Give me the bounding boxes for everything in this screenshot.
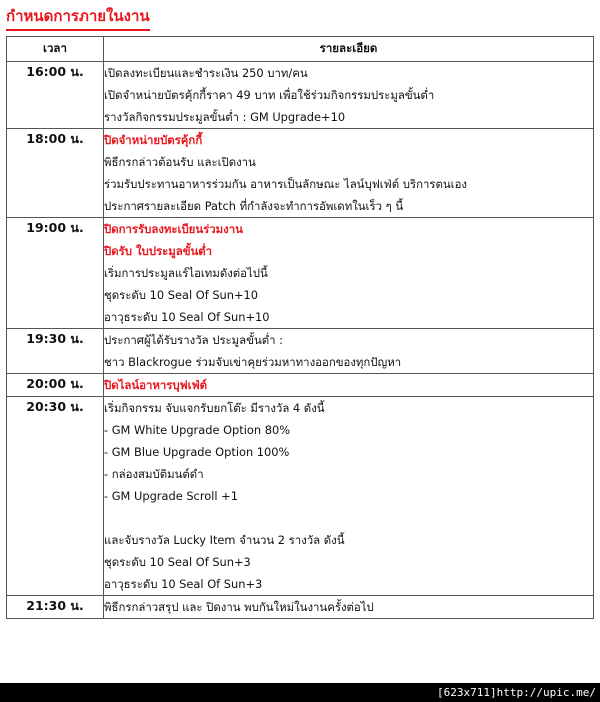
details-cell: [104, 397, 594, 596]
details-column-header: รายละเอียด: [104, 37, 594, 62]
table-row: [7, 596, 594, 619]
detail-line: และจับรางวัล Lucky Item จำนวน 2 รางวัล ดังนี้: [104, 533, 345, 547]
detail-line: ชาว Blackrogue ร่วมจับเข่าคุยร่วมหาทางออกของทุกปัญหา: [104, 355, 402, 369]
table-row: [7, 62, 594, 129]
table-row: [7, 129, 594, 218]
detail-line: - GM Blue Upgrade Option 100%: [104, 445, 290, 459]
details-cell: [104, 596, 594, 619]
time-cell: 18:00 น.: [7, 129, 104, 218]
detail-line: ประกาศผู้ได้รับรางวัล ประมูลขั้นต่ำ :: [104, 333, 283, 347]
table-row: [7, 218, 594, 329]
highlight-line: ปิดจำหน่ายบัตรคุ้กกี้: [104, 133, 203, 147]
schedule-body: [7, 62, 594, 619]
table-row: [7, 329, 594, 374]
time-cell: 21:30 น.: [7, 596, 104, 619]
time-cell: 19:00 น.: [7, 218, 104, 329]
detail-line: ร่วมรับประทานอาหารร่วมกัน อาหารเป็นลักษณะ ไลน์บุฟเฟ่ต์ บริการตนเอง: [104, 177, 467, 191]
detail-line: - กล่องสมบัติมนต์ดำ: [104, 467, 204, 481]
detail-line: รางวัลกิจกรรมประมูลขั้นต่ำ : GM Upgrade+10: [104, 110, 346, 124]
detail-line: เปิดจำหน่ายบัตรคุ้กกี้ราคา 49 บาท เพื่อใช้ร่วมกิจกรรมประมูลขั้นต่ำ: [104, 88, 435, 102]
detail-line: - GM White Upgrade Option 80%: [104, 423, 291, 437]
detail-line: - GM Upgrade Scroll +1: [104, 489, 238, 503]
detail-line: ชุดระดับ 10 Seal Of Sun+10: [104, 288, 259, 302]
detail-line: เริ่มกิจกรรม จับแจกรับยกโต๊ะ มีรางวัล 4 ดังนี้: [104, 401, 325, 415]
time-cell: 20:00 น.: [7, 374, 104, 397]
time-column-header: เวลา: [7, 37, 104, 62]
detail-line: [104, 507, 593, 529]
details-cell: [104, 62, 594, 129]
detail-line: ประกาศรายละเอียด Patch ที่กำลังจะทำการอัพเดทในเร็ว ๆ นี้: [104, 199, 404, 213]
table-header-row: [7, 37, 594, 62]
page-title: กำหนดการภายในงาน: [6, 4, 150, 31]
detail-line: ชุดระดับ 10 Seal Of Sun+3: [104, 555, 251, 569]
detail-line: อาวุธระดับ 10 Seal Of Sun+3: [104, 577, 263, 591]
detail-line: พิธีกรกล่าวสรุป และ ปิดงาน พบกันใหม่ในงานครั้งต่อไป: [104, 600, 374, 614]
details-cell: [104, 329, 594, 374]
watermark-text: [623x711]http://upic.me/: [437, 686, 596, 699]
highlight-line: ปิดไลน์อาหารบุฟเฟ่ต์: [104, 378, 208, 392]
schedule-table: [6, 36, 594, 619]
detail-line: พิธีกรกล่าวต้อนรับ และเปิดงาน: [104, 155, 256, 169]
detail-line: เริ่มการประมูลแร์ไอเทมดังต่อไปนี้: [104, 266, 268, 280]
table-row: [7, 374, 594, 397]
highlight-line: ปิดการรับลงทะเบียนร่วมงาน: [104, 222, 243, 236]
detail-line: อาวุธระดับ 10 Seal Of Sun+10: [104, 310, 270, 324]
time-cell: 20:30 น.: [7, 397, 104, 596]
time-cell: 19:30 น.: [7, 329, 104, 374]
detail-line: เปิดลงทะเบียนและชำระเงิน 250 บาท/คน: [104, 66, 308, 80]
details-cell: [104, 218, 594, 329]
details-cell: [104, 374, 594, 397]
highlight-line: ปิดรับ ใบประมูลขั้นต่ำ: [104, 244, 213, 258]
time-cell: 16:00 น.: [7, 62, 104, 129]
table-row: [7, 397, 594, 596]
details-cell: [104, 129, 594, 218]
